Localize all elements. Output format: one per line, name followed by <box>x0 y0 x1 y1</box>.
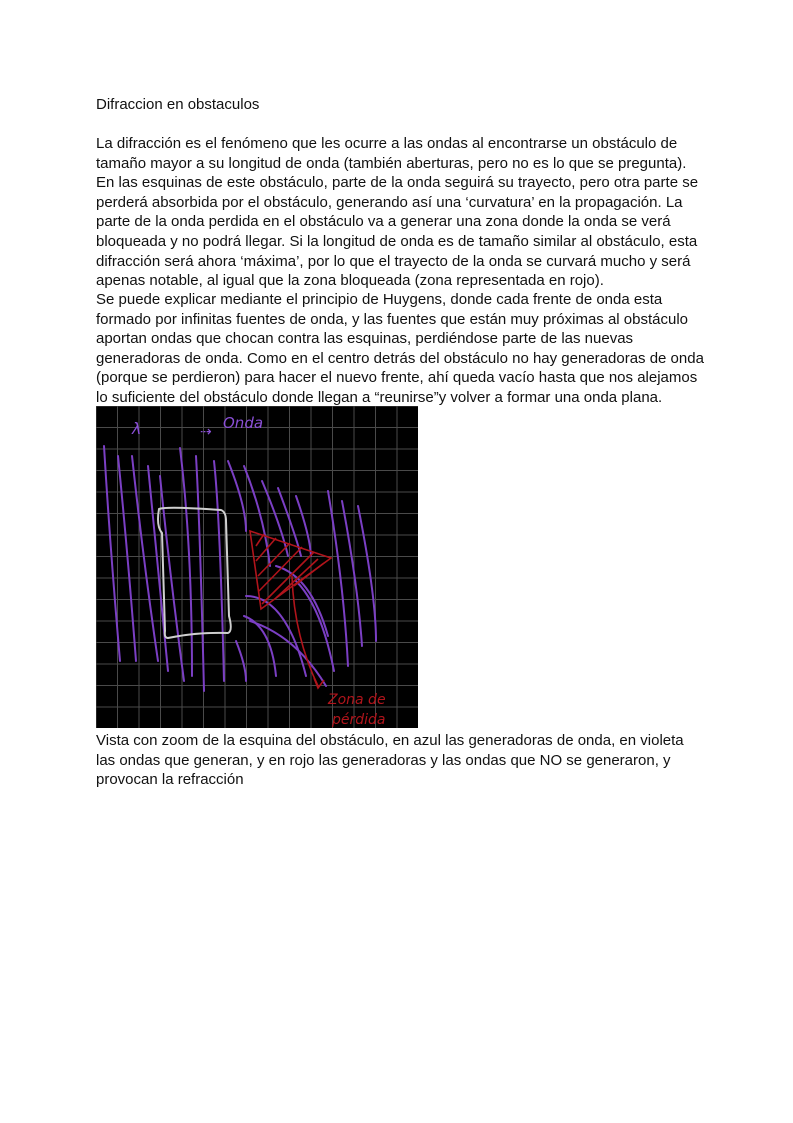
diffraction-sketch-image <box>96 406 418 728</box>
wavefront-line <box>118 456 136 661</box>
loss-zone-label-2: pérdida <box>332 712 386 728</box>
figure-caption: Vista con zoom de la esquina del obstáculo, en azul las generadoras de onda, en violeta las ondas que generan, y en rojo las generadoras y las ondas que NO se generaron, y provocan la refracción <box>96 732 684 789</box>
wavefronts <box>104 446 376 691</box>
wavefront-line <box>196 456 204 691</box>
loss-zone-label-1: Zona de <box>328 692 386 708</box>
wavefront-line <box>214 461 224 681</box>
paragraph-huygens: Se puede explicar mediante el principio de Huygens, donde cada frente de onda esta formado por infinitas fuentes de onda, y las fuentes que están muy próximas al obstáculo aportan ondas que chocan contra las esquinas, perdiéndose parte de las nuevas generadoras de onda. Como en el centro detrás del obstáculo no hay generadoras de onda (porque se perdieron) para hacer el nuevo frente, ahí queda vacío hasta que nos alejamos lo suficiente del obstáculo donde llegan a “reunirse”y volver a formar una onda plana. <box>96 291 704 406</box>
wavefront-line <box>236 641 246 681</box>
wavefront-line <box>228 461 246 531</box>
sketch-canvas <box>96 406 418 728</box>
document-title: Difraccion en obstaculos <box>96 96 260 113</box>
wavefront-line <box>132 456 158 661</box>
paragraph-diffraction: La difracción es el fenómeno que les ocurre a las ondas al encontrarse un obstáculo de tamaño mayor a su longitud de onda (también aberturas, pero no es lo que se pregunta). En las esquinas de este obstáculo, parte de la onda seguirá su trayecto, pero otra parte se perderá absorbida por el obstáculo, generando así una ‘curvatura’ en la propagación. La parte de la onda perdida en el obstáculo va a generar una zona donde la onda se verá bloqueada y no podrá llegar. Si la longitud de onda es de tamaño similar al obstáculo, esta difracción será ahora ‘máxima’, por lo que el trayecto de la onda se curvará mucho y será apenas notable, al igual que la zona bloqueada (zona representada en rojo). <box>96 135 699 290</box>
arrow-icon: ⇢ <box>200 423 212 439</box>
wave-label: Onda <box>223 414 264 432</box>
wavefront-line <box>244 466 270 566</box>
lambda-label: λ <box>132 419 142 438</box>
wavefront-line <box>148 466 168 671</box>
wavefront-line <box>276 566 328 636</box>
